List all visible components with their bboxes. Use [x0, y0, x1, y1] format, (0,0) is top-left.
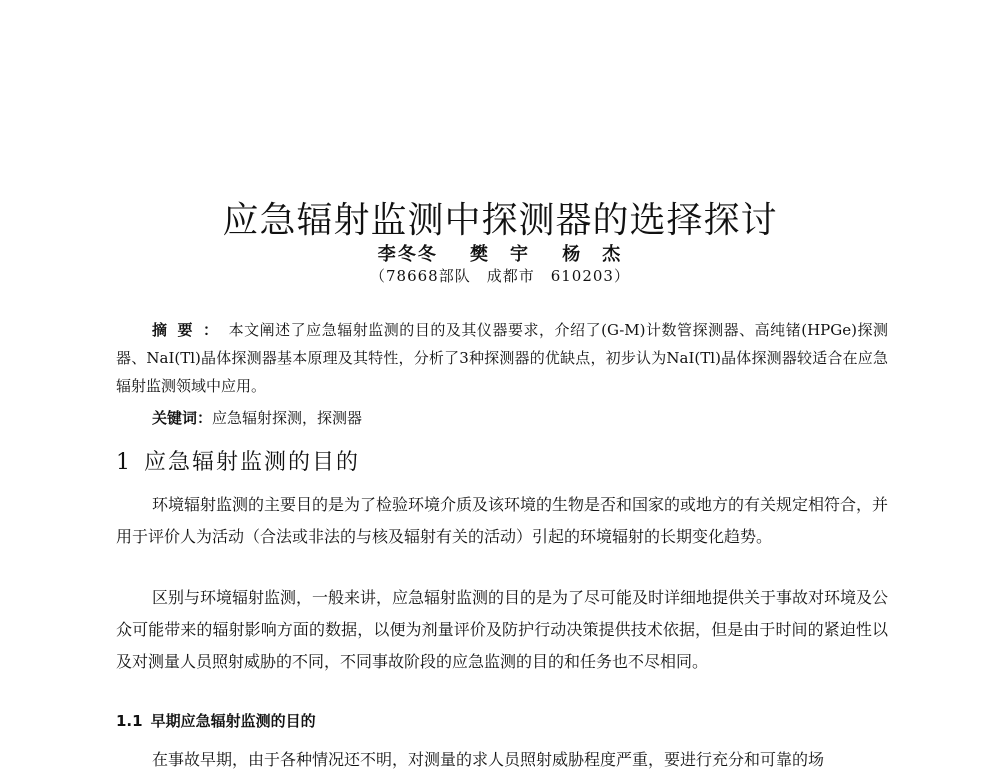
- subsection-title: 早期应急辐射监测的目的: [150, 712, 316, 730]
- body-paragraph-partial: 在事故早期，由于各种情况还不明，对测量的求人员照射威胁程度严重，要进行充分和可靠的场: [152, 750, 825, 769]
- section-title: 应急辐射监测的目的: [144, 450, 361, 475]
- author-list: [0, 240, 1000, 266]
- paper-title: 应急辐射监测中探测器的选择探讨: [222, 200, 778, 242]
- subsection-heading: [116, 710, 316, 731]
- body-paragraph: 区别与环境辐射监测，一般来讲，应急辐射监测的目的是为了尽可能及时详细地提供关于事故对环境及公众可能带来的辐射影响方面的数据，以便为剂量评价及防护行动决策提供技术依据，但是由于时间的紧迫性以及对测量人员照射威胁的不同，不同事故阶段的应急监测的目的和任务也不尽相同。: [116, 588, 889, 671]
- abstract-label: 摘要：: [152, 321, 229, 339]
- author-name: 樊 宇: [470, 244, 530, 265]
- author-name: 李冬冬: [377, 244, 438, 265]
- abstract-text: 本文阐述了应急辐射监测的目的及其仪器要求，介绍了(G-M)计数管探测器、高纯锗(HPGe)探测器、NaI(Tl)晶体探测器基本原理及其特性，分析了3种探测器的优缺点，初步认为NaI(Tl)晶体探测器较适合在应急辐射监测领域中应用。: [116, 321, 888, 395]
- abstract: [116, 316, 888, 400]
- keywords-text: 应急辐射探测，探测器: [212, 409, 363, 427]
- section-number: 1: [116, 450, 132, 475]
- keywords: [152, 404, 892, 432]
- keywords-label: 关键词：: [152, 409, 213, 427]
- section-heading: [116, 445, 360, 476]
- body-paragraph: 环境辐射监测的主要目的是为了检验环境介质及该环境的生物是否和国家的或地方的有关规定相符合，并用于评价人为活动（合法或非法的与核及辐射有关的活动）引起的环境辐射的长期变化趋势。: [116, 495, 889, 546]
- author-name: 杨 杰: [562, 244, 623, 265]
- author-affiliation: （78668部队 成都市 610203）: [370, 267, 630, 285]
- subsection-number: 1.1: [116, 712, 143, 730]
